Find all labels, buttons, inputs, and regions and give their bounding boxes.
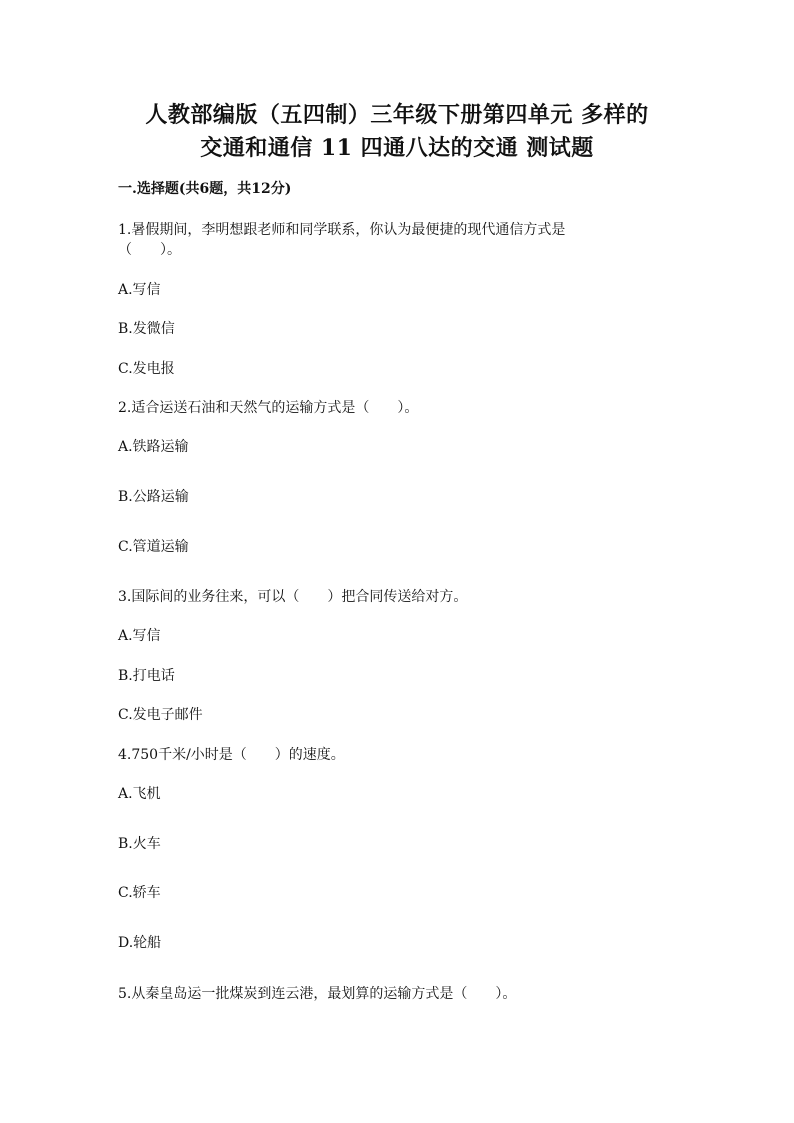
option-d[interactable]: D.轮船 xyxy=(118,935,162,951)
option-b[interactable]: B.火车 xyxy=(118,836,161,852)
option-b[interactable]: B.打电话 xyxy=(118,668,175,684)
question-stem: 3.国际间的业务往来，可以（ ）把合同传送给对方。 xyxy=(118,589,468,605)
option-c[interactable]: C.轿车 xyxy=(118,885,161,901)
option-a[interactable]: A.写信 xyxy=(118,282,161,298)
question-stem: 2.适合运送石油和天然气的运输方式是（ ）。 xyxy=(118,400,419,416)
question-stem: 1.暑假期间，李明想跟老师和同学联系，你认为最便捷的现代通信方式是 xyxy=(118,222,566,238)
title-line-1: 人教部编版（五四制）三年级下册第四单元 多样的 xyxy=(145,102,649,128)
option-a[interactable]: A.铁路运输 xyxy=(118,439,189,455)
option-b[interactable]: B.公路运输 xyxy=(118,489,189,505)
option-b[interactable]: B.发微信 xyxy=(118,321,175,337)
option-c[interactable]: C.发电子邮件 xyxy=(118,707,203,723)
option-a[interactable]: A.写信 xyxy=(118,628,161,644)
title-line-2: 交通和通信 11 四通八达的交通 测试题 xyxy=(200,135,594,161)
section-heading: 一.选择题(共6题，共12分) xyxy=(118,181,292,197)
option-c[interactable]: C.发电报 xyxy=(118,361,175,377)
option-c[interactable]: C.管道运输 xyxy=(118,539,189,555)
question-stem-continued: （ ）。 xyxy=(118,242,181,258)
question-stem: 5.从秦皇岛运一批煤炭到连云港，最划算的运输方式是（ ）。 xyxy=(118,986,517,1002)
option-a[interactable]: A.飞机 xyxy=(118,786,161,802)
question-stem: 4.750千米/小时是（ ）的速度。 xyxy=(118,747,345,763)
